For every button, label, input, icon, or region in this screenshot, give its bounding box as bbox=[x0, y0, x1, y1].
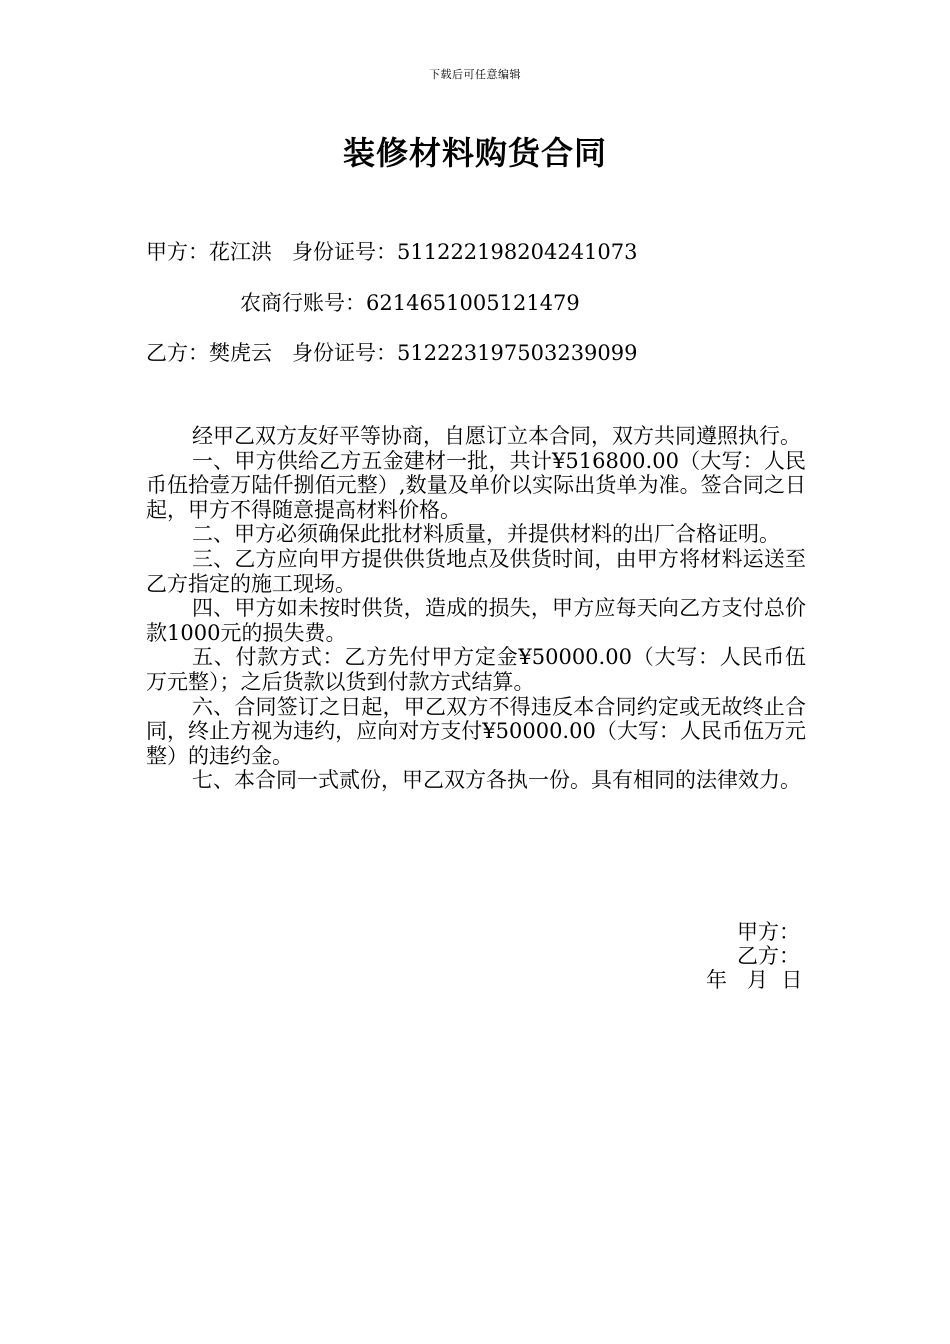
party-b-id: 身份证号：512223197503239099 bbox=[292, 341, 638, 365]
party-a-account: 农商行账号：6214651005121479 bbox=[240, 291, 580, 315]
paragraph-clause-7: 七、本合同一式贰份，甲乙双方各执一份。具有相同的法律效力。 bbox=[192, 768, 801, 793]
party-a-id: 身份证号：511222198204241073 bbox=[292, 240, 638, 264]
party-a-line bbox=[146, 236, 638, 266]
paragraph-clause-1: 一、甲方供给乙方五金建材一批，共计¥516800.00（大写：人民币伍拾壹万陆仟捌佰元整）,数量及单价以实际出货单为准。签合同之日起，甲方不得随意提高材料价格。 bbox=[146, 448, 806, 522]
paragraph-clause-5: 五、付款方式：乙方先付甲方定金¥50000.00（大写：人民币伍万元整）；之后货款以货到付款方式结算。 bbox=[146, 645, 806, 694]
party-a-name: 甲方：花江洪 bbox=[146, 240, 272, 264]
contract-body bbox=[146, 424, 806, 793]
paragraph-intro: 经甲乙双方友好平等协商，自愿订立本合同，双方共同遵照执行。 bbox=[192, 424, 801, 448]
signature-party-b: 乙方： bbox=[737, 944, 800, 968]
party-b-name: 乙方：樊虎云 bbox=[146, 341, 272, 365]
signature-date: 年 月 日 bbox=[706, 968, 803, 992]
document-title: 装修材料购货合同 bbox=[342, 134, 607, 172]
paragraph-clause-2: 二、甲方必须确保此批材料质量，并提供材料的出厂合格证明。 bbox=[192, 522, 780, 547]
header-note: 下载后可任意编辑 bbox=[429, 68, 521, 81]
party-b-line bbox=[146, 337, 638, 367]
paragraph-clause-3: 三、乙方应向甲方提供供货地点及供货时间，由甲方将材料运送至乙方指定的施工现场。 bbox=[146, 546, 806, 596]
signature-party-a: 甲方： bbox=[737, 920, 800, 944]
paragraph-clause-6: 六、合同签订之日起，甲乙双方不得违反本合同约定或无故终止合同，终止方视为违约，应向对方支付¥50000.00（大写：人民币伍万元整）的违约金。 bbox=[146, 694, 806, 768]
paragraph-clause-4: 四、甲方如未按时供货，造成的损失，甲方应每天向乙方支付总价款1000元的损失费。 bbox=[146, 596, 806, 645]
